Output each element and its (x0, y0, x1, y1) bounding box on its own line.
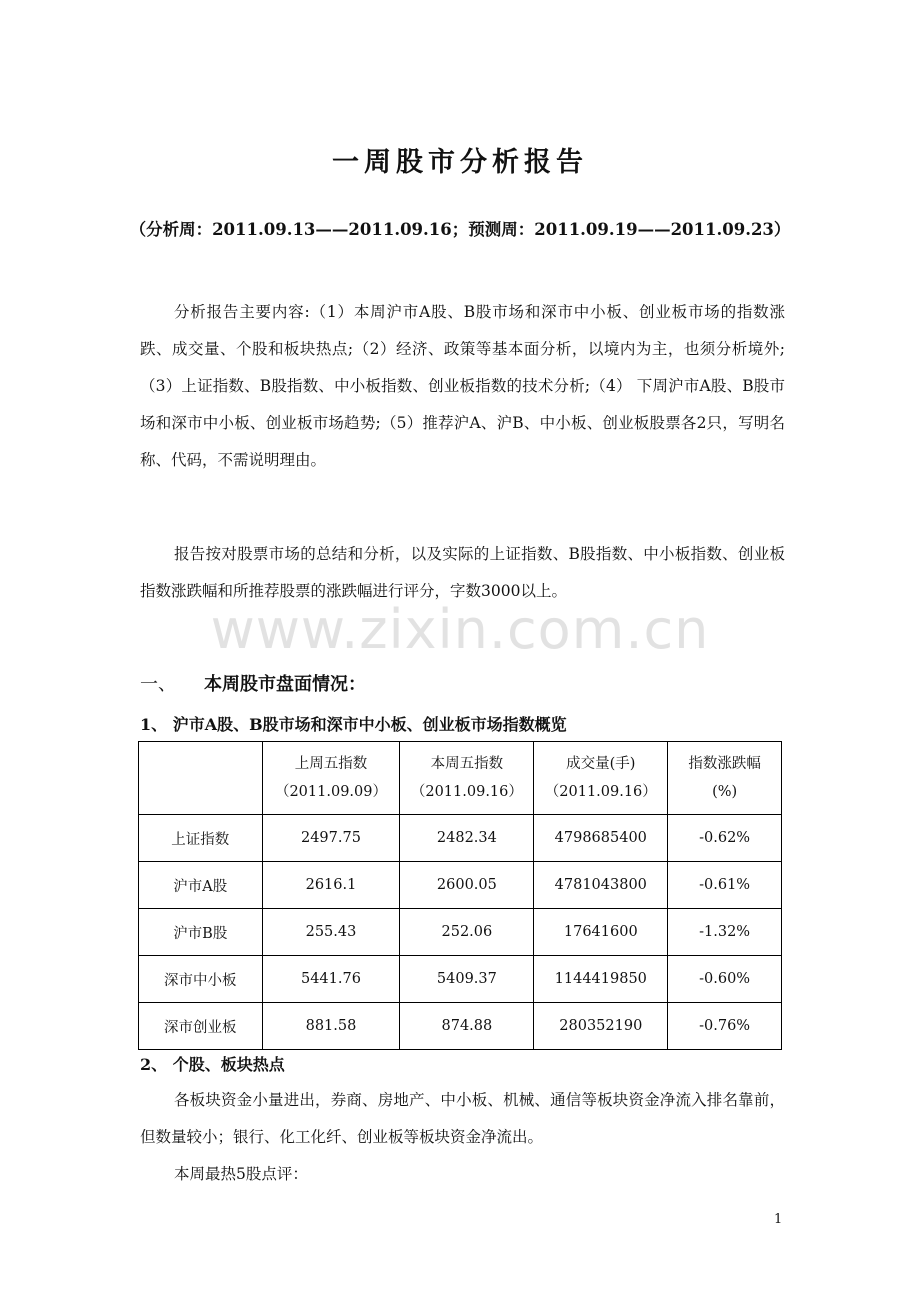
table-cell: 2482.34 (400, 815, 534, 862)
table-header-cell (400, 742, 534, 815)
table-header-cell (262, 742, 400, 815)
index-overview-table (138, 741, 782, 1050)
watermark: www.zixin.com.cn (210, 598, 710, 661)
table-header-row (139, 742, 782, 815)
row-label: 沪市B股 (139, 909, 263, 956)
header-date: （2011.09.16） (544, 784, 657, 800)
table-cell: -0.61% (668, 862, 782, 909)
section-title: 本周股市盘面情况： (204, 674, 366, 695)
subsection-heading-hot-stocks: 2、 个股、板块热点 (140, 1055, 285, 1074)
table-cell: 4798685400 (534, 815, 668, 862)
table-cell: 255.43 (262, 909, 400, 956)
table-cell: 17641600 (534, 909, 668, 956)
row-label: 沪市A股 (139, 862, 263, 909)
table-cell: -0.76% (668, 1003, 782, 1050)
hot-sectors-section (140, 1082, 785, 1193)
table-cell: 2497.75 (262, 815, 400, 862)
page-title: 一周股市分析报告 (332, 147, 588, 178)
header-label: 成交量(手) (566, 756, 636, 772)
row-label: 深市中小板 (139, 956, 263, 1003)
page-number: 1 (774, 1212, 783, 1227)
intro-paragraph-scoring: 报告按对股票市场的总结和分析，以及实际的上证指数、B股指数、中小板指数、创业板指数涨跌幅和所推荐股票的涨跌幅进行评分，字数3000以上。 (140, 545, 785, 600)
hot-sectors-paragraph: 各板块资金小量进出，券商、房地产、中小板、机械、通信等板块资金净流入排名靠前，但数量较小；银行、化工化纤、创业板等板块资金净流出。 (140, 1091, 785, 1146)
table-cell: 5409.37 (400, 956, 534, 1003)
report-period: （分析周：2011.09.13——2011.09.16；预测周：2011.09.19——2011.09.23） (129, 220, 791, 239)
table-cell: 4781043800 (534, 862, 668, 909)
hot-stocks-intro: 本周最热5股点评： (174, 1165, 308, 1183)
table-cell: -1.32% (668, 909, 782, 956)
header-label: 本周五指数 (430, 756, 504, 772)
section-heading (140, 670, 366, 696)
table-cell: 252.06 (400, 909, 534, 956)
header-date: （2011.09.09） (274, 784, 387, 800)
header-label: 指数涨跌幅 (688, 756, 761, 772)
intro-paragraph-contents: 分析报告主要内容:（1）本周沪市A股、B股市场和深市中小板、创业板市场的指数涨跌、成交量、个股和板块热点;（2）经济、政策等基本面分析，以境内为主，也须分析境外;（3）上证指数、B股指数、中小板指数、创业板指数的技术分析;（4） 下周沪市A股、B股市场和深市中小板、创业板市场趋势;（5）推荐沪A、沪B、中小板、创业板股票各2只，写明名称、代码，不需说明理由。 (140, 303, 785, 469)
table-row (139, 1003, 782, 1050)
table-header-cell (139, 742, 263, 815)
table-header-cell (668, 742, 782, 815)
table-cell: 874.88 (400, 1003, 534, 1050)
table-cell: -0.62% (668, 815, 782, 862)
row-label: 深市创业板 (139, 1003, 263, 1050)
table-row (139, 862, 782, 909)
table-header-cell (534, 742, 668, 815)
subsection-heading-index-overview: 1、 沪市A股、B股市场和深市中小板、创业板市场指数概览 (140, 715, 567, 734)
table-cell: 881.58 (262, 1003, 400, 1050)
section-number: 一、 (140, 674, 176, 695)
table-cell: 2616.1 (262, 862, 400, 909)
table-row (139, 815, 782, 862)
header-date: （2011.09.16） (410, 784, 523, 800)
table-cell: -0.60% (668, 956, 782, 1003)
table-cell: 5441.76 (262, 956, 400, 1003)
table-cell: 280352190 (534, 1003, 668, 1050)
header-label: 上周五指数 (294, 756, 368, 772)
table-row (139, 956, 782, 1003)
row-label: 上证指数 (139, 815, 263, 862)
table-cell: 1144419850 (534, 956, 668, 1003)
table-row (139, 909, 782, 956)
table-cell: 2600.05 (400, 862, 534, 909)
header-unit: (%) (712, 784, 738, 800)
